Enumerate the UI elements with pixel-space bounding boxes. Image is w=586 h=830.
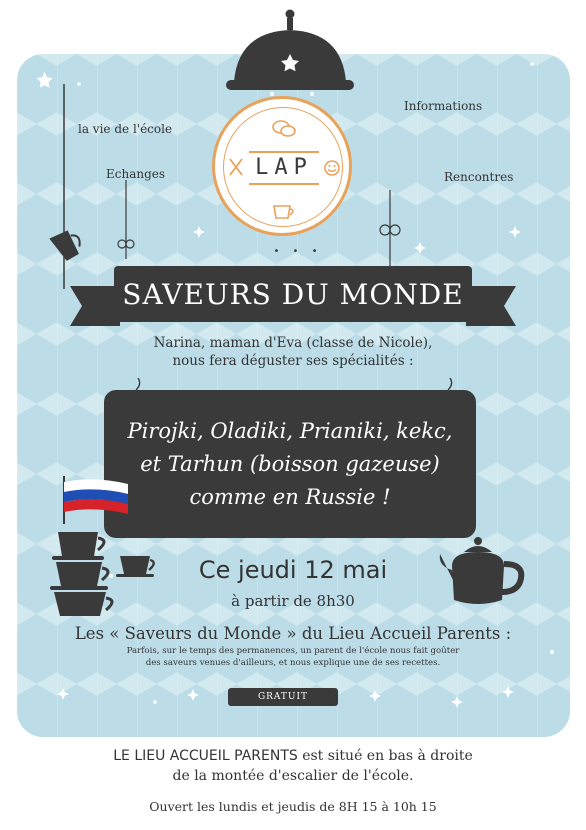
free-badge: GRATUIT bbox=[228, 688, 338, 706]
footer-line-2: de la montée d'escalier de l'école. bbox=[172, 768, 414, 784]
footer-place-name: LE LIEU ACCUEIL PARENTS bbox=[113, 748, 298, 764]
board-line-3: comme en Russie ! bbox=[189, 484, 391, 509]
intro-line-2: nous fera déguster ses spécialités : bbox=[172, 353, 414, 369]
star-icon bbox=[502, 686, 514, 698]
star-icon bbox=[509, 226, 521, 238]
smiley-icon bbox=[323, 159, 341, 177]
star-icon bbox=[451, 696, 463, 708]
word-informations: Informations bbox=[404, 99, 483, 113]
board-line-1: Pirojki, Oladiki, Prianiki, kekc, bbox=[127, 418, 453, 443]
footer-line-1 bbox=[40, 748, 546, 764]
board-line-2: et Tarhun (boisson gazeuse) bbox=[140, 451, 440, 476]
event-time: à partir de 8h30 bbox=[231, 592, 355, 610]
hanging-string-right bbox=[370, 190, 410, 270]
chat-bubbles-icon bbox=[271, 119, 297, 139]
description-line-2: des saveurs venues d'ailleurs, et nous explique une de ses recettes. bbox=[145, 658, 441, 668]
logo-dots: • • • bbox=[273, 246, 323, 257]
cloche-icon bbox=[226, 6, 356, 98]
coffee-cup-icon bbox=[271, 203, 299, 221]
event-date: Ce jeudi 12 mai bbox=[198, 556, 388, 584]
description-text bbox=[110, 645, 476, 669]
star-icon bbox=[369, 690, 381, 702]
star-icon bbox=[187, 689, 199, 701]
word-vie-ecole: la vie de l'école bbox=[78, 122, 173, 136]
star-icon bbox=[57, 688, 69, 700]
description-line-1: Parfois, sur le temps des permanences, un parent de l'école nous fait goûter bbox=[126, 646, 460, 656]
footer-location: est situé en bas à droite bbox=[297, 748, 473, 764]
menu-board bbox=[104, 390, 476, 538]
intro-line-1: Narina, maman d'Eva (classe de Nicole), bbox=[153, 335, 433, 351]
russian-flag-icon bbox=[58, 474, 134, 524]
fork-knife-icon bbox=[227, 157, 245, 177]
star-icon bbox=[414, 242, 426, 254]
word-echanges: Echanges bbox=[106, 167, 166, 181]
footer-hours: Ouvert les lundis et jeudis de 8H 15 à 10h 15 bbox=[149, 799, 437, 814]
teapot-icon bbox=[436, 536, 532, 612]
star-icon bbox=[193, 226, 205, 238]
title-banner bbox=[114, 266, 472, 322]
word-rencontres: Rencontres bbox=[444, 170, 514, 184]
intro-text bbox=[130, 334, 456, 370]
lap-logo bbox=[212, 96, 352, 236]
stacked-cups-icon bbox=[48, 526, 160, 618]
description-title: Les « Saveurs du Monde » du Lieu Accueil Parents : bbox=[74, 624, 512, 643]
banner-title: SAVEURS DU MONDE bbox=[122, 277, 464, 311]
logo-text: LAP bbox=[249, 151, 319, 185]
